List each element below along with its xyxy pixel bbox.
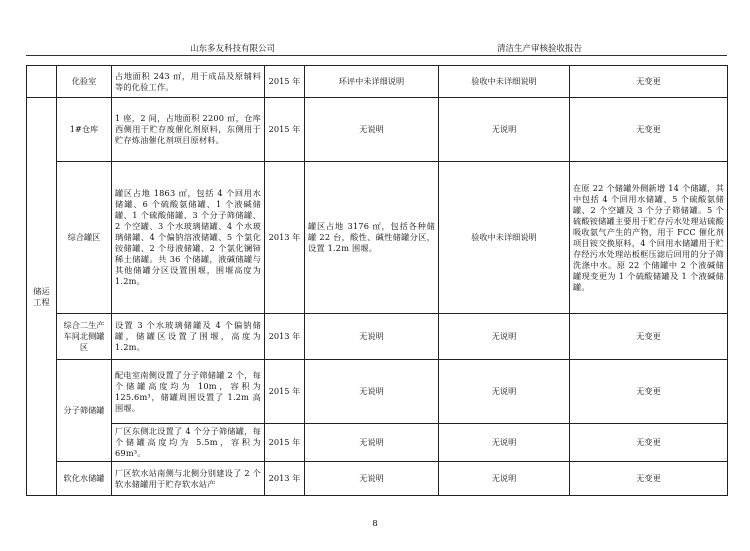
category-cell-top (27, 66, 57, 98)
row-name: 软化水储罐 (57, 462, 112, 496)
row-year: 2015 年 (265, 66, 305, 98)
row-change: 无变更 (570, 98, 728, 162)
row-name: 化验室 (57, 66, 112, 98)
row-description: 1 座，2 间，占地面积 2200 ㎡，仓库西侧用于贮存废催化剂原料，东侧用于贮存炼油催化剂项目原材料。 (112, 98, 265, 162)
row-eia: 无说明 (305, 314, 439, 360)
row-change: 无变更 (570, 66, 728, 98)
row-year: 2015 年 (265, 360, 305, 424)
row-eia: 无说明 (305, 462, 439, 496)
row-acceptance: 验收中未详细说明 (439, 66, 570, 98)
row-year: 2013 年 (265, 462, 305, 496)
table-row (27, 314, 728, 360)
header-report-title: 清洁生产审核验收报告 (497, 44, 583, 54)
row-eia: 罐区占地 3176 ㎡，包括各种储罐 22 台，酸性、碱性储罐分区，设置 1.2m 围堰。 (305, 162, 439, 314)
row-description: 占地面积 243 ㎡，用于成品及原辅料等的化验工作。 (112, 66, 265, 98)
row-eia: 环评中未详细说明 (305, 66, 439, 98)
row-year: 2013 年 (265, 314, 305, 360)
row-name: 综合二生产车间北侧罐区 (57, 314, 112, 360)
table-row (27, 462, 728, 496)
row-eia: 无说明 (305, 424, 439, 462)
row-change: 无变更 (570, 360, 728, 424)
row-description: 配电室南侧设置了分子筛储罐 2 个，每个储罐高度均为 10m，容积为 125.6m³，储罐周围设置了 1.2m 高围堰。 (112, 360, 265, 424)
row-description: 厂区东侧北设置了 4 个分子筛储罐，每个储罐高度均为 5.5m，容积为 69m³。 (112, 424, 265, 462)
project-table (26, 65, 728, 496)
header-company: 山东多友科技有限公司 (190, 44, 276, 54)
table-row (27, 98, 728, 162)
row-change: 无变更 (570, 314, 728, 360)
table-row (27, 424, 728, 462)
row-change: 在原 22 个储罐外侧新增 14 个储罐，其中包括 4 个回用水储罐、5 个硫酸氨储罐、2 个空罐及 3 个分子筛储罐。5 个硫酸铵储罐主要用于贮存污水处理站硫酸吸收氨气产生的产物，用于 FCC 催化剂项目铵交换原料，4 个回用水储罐用于贮存经污水处理站板框压滤后回用的分子筛洗涤中水。原 22 个储罐中 2 个液碱储罐现变更为 1 个硫酸储罐及 1 个液碱储罐。 (570, 162, 728, 314)
row-acceptance: 验收中未详细说明 (439, 162, 570, 314)
table-row (27, 66, 728, 98)
row-acceptance: 无说明 (439, 360, 570, 424)
category-cell: 储运工程 (27, 98, 57, 496)
row-acceptance: 无说明 (439, 424, 570, 462)
row-description: 设置 3 个水玻璃储罐及 4 个偏钠储罐，储罐区设置了围堰，高度为 1.2m。 (112, 314, 265, 360)
row-description: 厂区软水站南侧与北侧分别建设了 2 个软水储罐用于贮存软水站产 (112, 462, 265, 496)
row-name: 综合罐区 (57, 162, 112, 314)
row-eia: 无说明 (305, 98, 439, 162)
row-acceptance: 无说明 (439, 98, 570, 162)
table-row (27, 162, 728, 314)
header-divider (26, 55, 727, 56)
row-year: 2015 年 (265, 98, 305, 162)
row-acceptance: 无说明 (439, 314, 570, 360)
row-change: 无变更 (570, 424, 728, 462)
row-year: 2015 年 (265, 424, 305, 462)
page-number: 8 (372, 519, 378, 529)
row-name: 1#仓库 (57, 98, 112, 162)
row-year: 2013 年 (265, 162, 305, 314)
row-change: 无变更 (570, 462, 728, 496)
row-description: 罐区占地 1863 ㎡，包括 4 个回用水储罐、6 个硫酸氨储罐、1 个液碱储罐、1 个硫酸储罐、3 个分子筛储罐、2 个空罐、3 个水玻璃储罐、4 个水玻璃储罐、4 个偏钠溶液储罐、5 个氯化铵储罐、2 个母液储罐、2 个氯化镧铈稀土储罐。共 36 个储罐，液碱储罐与其他储罐分区设置围堰，围堰高度为 1.2m。 (112, 162, 265, 314)
row-name: 分子筛储罐 (57, 360, 112, 462)
row-acceptance: 无说明 (439, 462, 570, 496)
table-row (27, 360, 728, 424)
row-eia: 无说明 (305, 360, 439, 424)
